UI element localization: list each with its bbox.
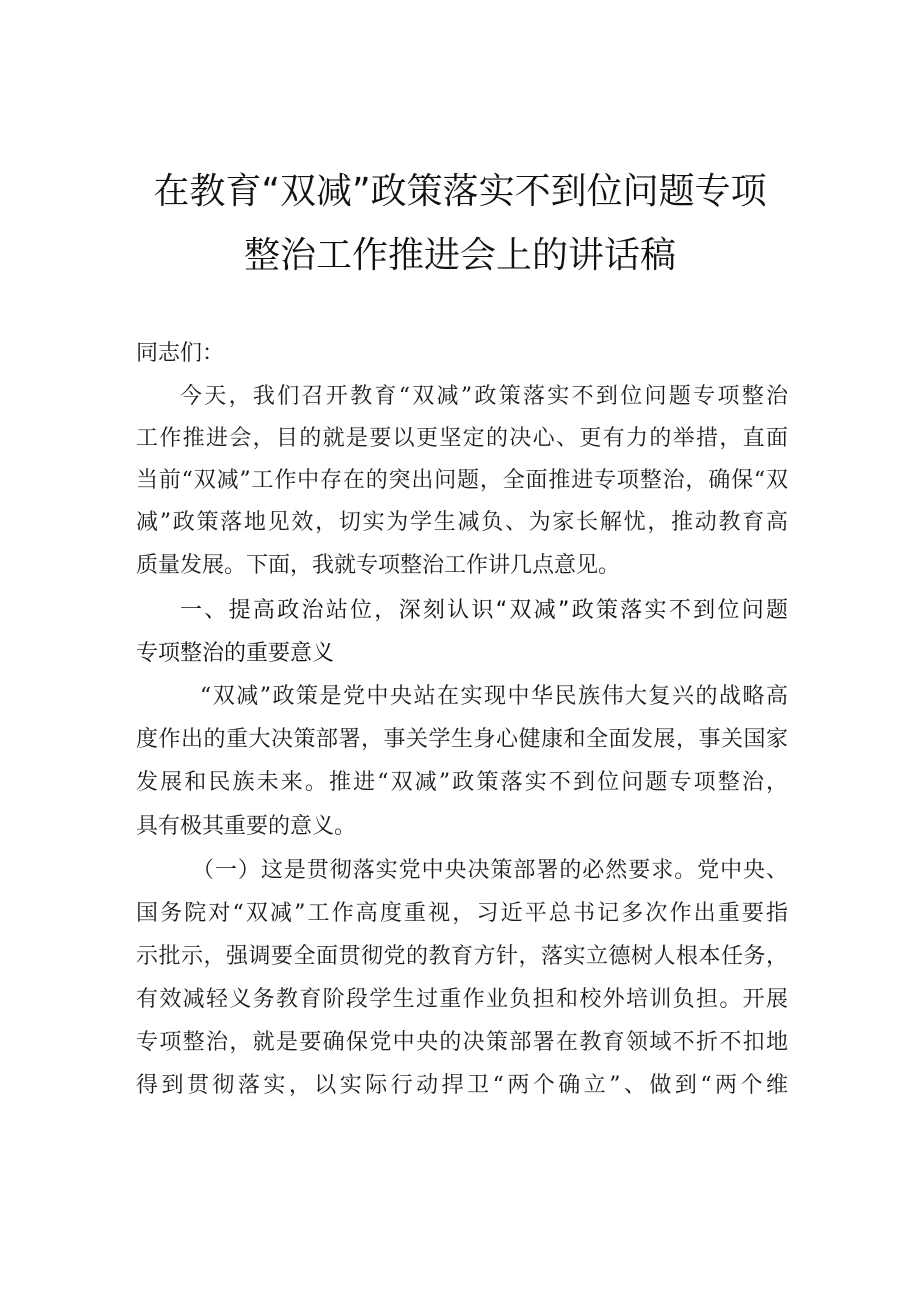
intro-line-1: 今天，我们召开教育“双减”政策落实不到位问题专项整治 <box>180 384 788 409</box>
section-1-para-line-2: 度作出的重大决策部署，事关学生身心健康和全面发展，事关国家 <box>136 727 788 752</box>
section-1-para-line-4: 具有极其重要的意义。 <box>136 814 357 839</box>
section-1-heading-line-2: 专项整治的重要意义 <box>136 641 335 666</box>
subsection-1-line-4: 有效减轻义务教育阶段学生过重作业负担和校外培训负担。开展 <box>136 987 788 1012</box>
subsection-1-line-1: （一）这是贯彻落实党中央决策部署的必然要求。党中央、 <box>192 858 788 883</box>
subsection-1-line-5: 专项整治，就是要确保党中央的决策部署在教育领域不折不扣地 <box>136 1030 788 1055</box>
salutation: 同志们： <box>136 341 225 366</box>
intro-line-4: 减”政策落地见效，切实为学生减负、为家长解忧，推动教育高 <box>136 510 788 535</box>
intro-line-3: 当前“双减”工作中存在的突出问题，全面推进专项整治，确保“双 <box>136 468 788 493</box>
subsection-1-line-6: 得到贯彻落实，以实际行动捍卫“两个确立”、做到“两个维 <box>136 1073 788 1098</box>
intro-line-2: 工作推进会，目的就是要以更坚定的决心、更有力的举措，直面 <box>136 426 788 451</box>
section-1-heading-line-1: 一、提高政治站位，深刻认识“双减”政策落实不到位问题 <box>180 598 788 623</box>
section-1-para-line-3: 发展和民族未来。推进“双减”政策落实不到位问题专项整治， <box>136 770 788 795</box>
document-title-line-2: 整治工作推进会上的讲话稿 <box>243 235 676 276</box>
document-title-line-1: 在教育“双减”政策落实不到位问题专项 <box>153 171 767 212</box>
subsection-1-line-2: 国务院对“双减”工作高度重视，习近平总书记多次作出重要指 <box>136 901 788 926</box>
subsection-1-line-3: 示批示，强调要全面贯彻党的教育方针，落实立德树人根本任务， <box>136 944 788 969</box>
intro-line-5: 质量发展。下面，我就专项整治工作讲几点意见。 <box>136 553 621 578</box>
section-1-para-line-1: “双减”政策是党中央站在实现中华民族伟大复兴的战略高 <box>200 684 788 709</box>
